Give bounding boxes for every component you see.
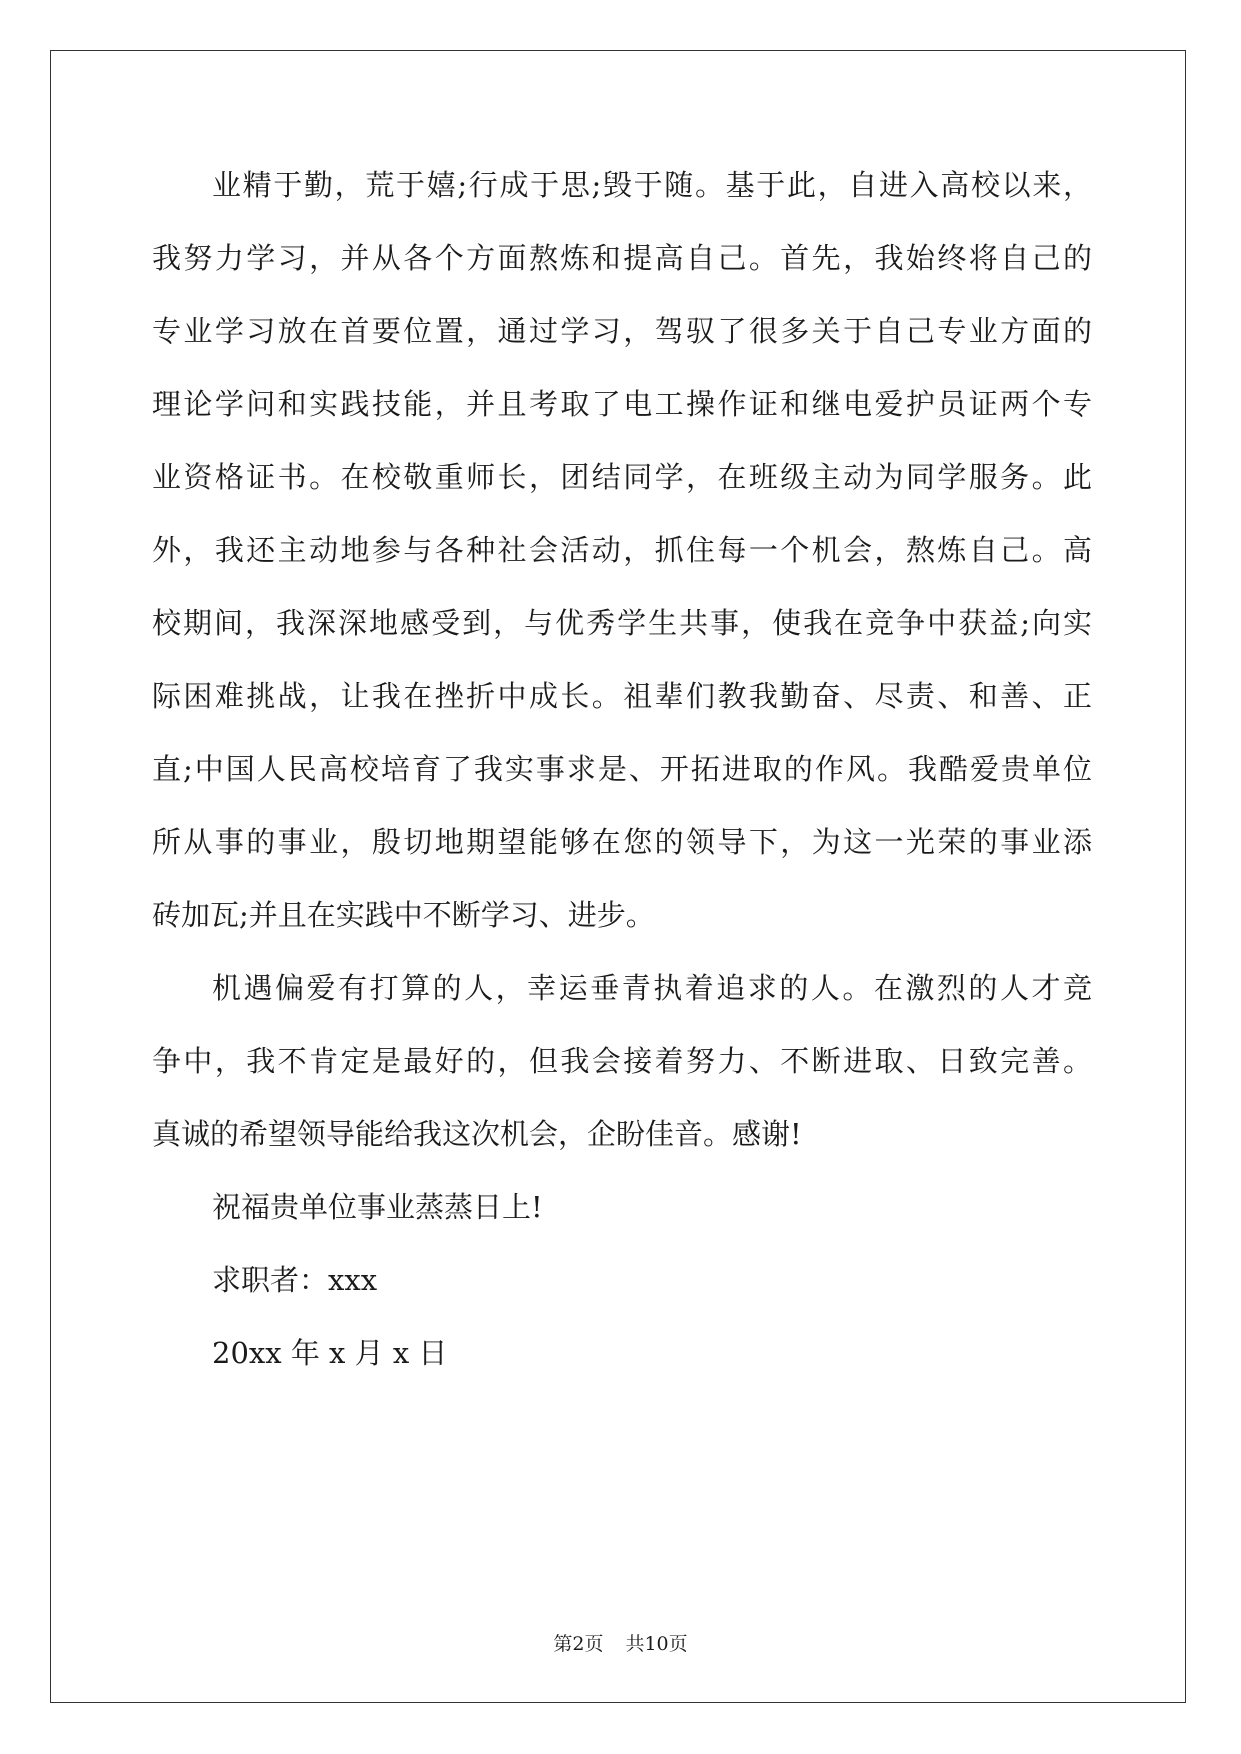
page-footer: [0, 1629, 1241, 1656]
paragraph-line: 直;中国人民高校培育了我实事求是、开拓进取的作风。我酷爱贵单位: [152, 752, 1092, 786]
paragraph-line: 我努力学习，并从各个方面熬炼和提高自己。首先，我始终将自己的: [152, 241, 1092, 275]
paragraph-line: 际困难挑战，让我在挫折中成长。祖辈们教我勤奋、尽责、和善、正: [152, 679, 1092, 713]
paragraph-line: 砖加瓦;并且在实践中不断学习、进步。: [152, 898, 655, 932]
page-number: 第2页: [553, 1633, 604, 1655]
page-total: 共10页: [625, 1633, 688, 1655]
paragraph-line: 理论学问和实践技能，并且考取了电工操作证和继电爱护员证两个专: [152, 387, 1092, 421]
date-line: 20xx 年 x 月 x 日: [212, 1336, 448, 1370]
paragraph-line: 真诚的希望领导能给我这次机会，企盼佳音。感谢!: [152, 1117, 802, 1151]
page-border: [50, 50, 1186, 1703]
paragraph-line: 业精于勤，荒于嬉;行成于思;毁于随。基于此，自进入高校以来，: [212, 168, 1092, 202]
signature-line: 求职者：xxx: [212, 1263, 378, 1297]
paragraph-line: 专业学习放在首要位置，通过学习，驾驭了很多关于自己专业方面的: [152, 314, 1092, 348]
paragraph-line: 所从事的事业，殷切地期望能够在您的领导下，为这一光荣的事业添: [152, 825, 1092, 859]
paragraph-line: 外，我还主动地参与各种社会活动，抓住每一个机会，熬炼自己。高: [152, 533, 1092, 567]
paragraph-line: 业资格证书。在校敬重师长，团结同学，在班级主动为同学服务。此: [152, 460, 1092, 494]
closing-line: 祝福贵单位事业蒸蒸日上!: [212, 1190, 543, 1224]
paragraph-line: 校期间，我深深地感受到，与优秀学生共事，使我在竞争中获益;向实: [152, 606, 1092, 640]
paragraph-line: 争中，我不肯定是最好的，但我会接着努力、不断进取、日致完善。: [152, 1044, 1092, 1078]
paragraph-line: 机遇偏爱有打算的人，幸运垂青执着追求的人。在激烈的人才竞: [212, 971, 1092, 1005]
